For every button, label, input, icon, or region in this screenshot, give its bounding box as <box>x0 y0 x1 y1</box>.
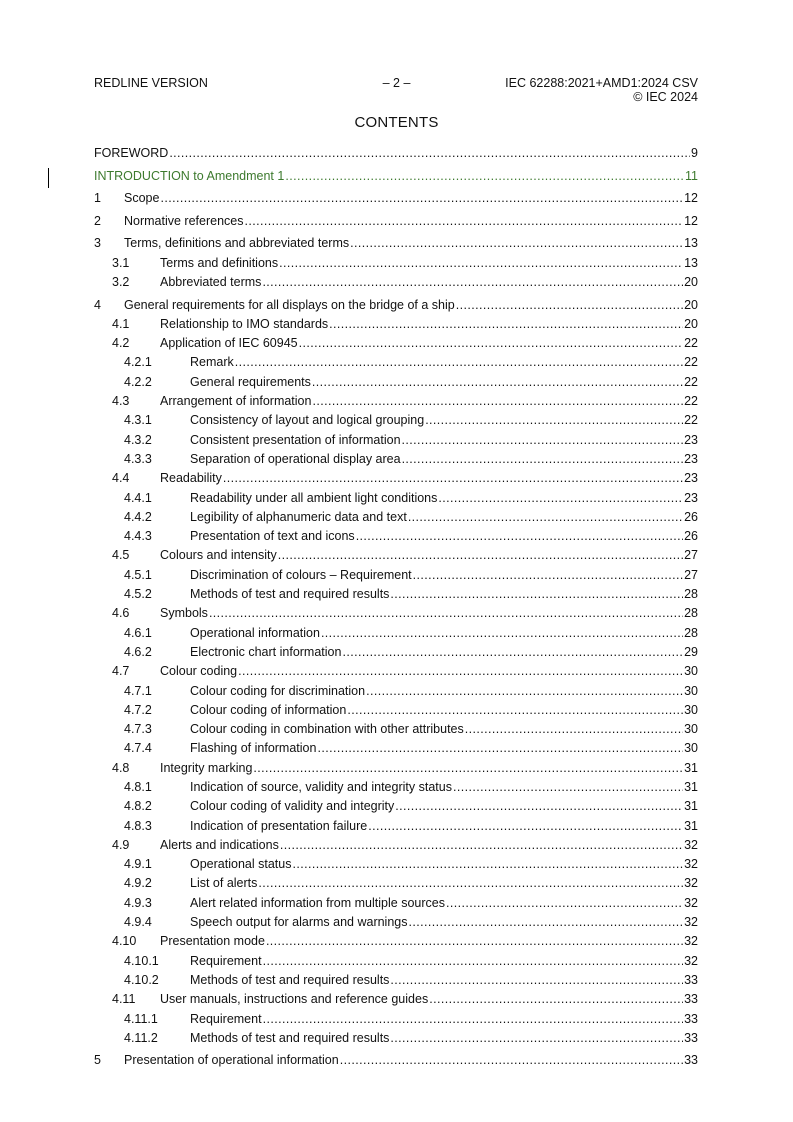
toc-entry-number: 4.6 <box>112 606 130 621</box>
toc-entry[interactable] <box>94 954 698 973</box>
toc-entry[interactable] <box>94 1031 698 1050</box>
toc-entry-line <box>190 684 698 699</box>
toc-entry-line <box>160 336 698 351</box>
toc-entry[interactable] <box>94 355 698 374</box>
toc-entry-title: Colours and intensity <box>160 548 277 563</box>
toc-dot-leader <box>262 275 683 290</box>
toc-entry-line <box>190 413 698 428</box>
toc-entry-page: 22 <box>684 374 698 389</box>
toc-entry-page: 32 <box>684 953 698 968</box>
toc-entry-page: 32 <box>684 837 698 852</box>
toc-entry[interactable] <box>94 915 698 934</box>
toc-entry-line <box>190 799 698 814</box>
toc-entry-number: 4.5 <box>112 548 130 563</box>
toc-dot-leader <box>317 741 683 756</box>
toc-entry-line <box>190 510 698 525</box>
toc-entry-title: Indication of source, validity and integrity status <box>190 779 452 794</box>
toc-entry-number: 4.8.1 <box>124 779 152 794</box>
toc-entry-page: 22 <box>684 394 698 409</box>
toc-entry-number: 4.4.3 <box>124 529 152 544</box>
toc-entry-number: 4.7.2 <box>124 702 152 717</box>
toc-entry-line <box>190 973 698 988</box>
toc-entry-page: 30 <box>684 664 698 679</box>
toc-entry[interactable] <box>94 857 698 876</box>
toc-entry-number: 4.6.1 <box>124 625 152 640</box>
toc-entry-number: 4.7 <box>112 664 130 679</box>
toc-entry-page: 30 <box>684 683 698 698</box>
toc-entry[interactable] <box>94 645 698 664</box>
page-title: CONTENTS <box>354 114 439 131</box>
toc-entry-line <box>190 491 698 506</box>
toc-entry[interactable] <box>94 471 698 490</box>
toc-dot-leader <box>425 413 683 428</box>
toc-entry-number: 4.3 <box>112 394 130 409</box>
toc-entry-line <box>94 146 698 161</box>
toc-entry-title: Requirement <box>190 953 262 968</box>
toc-entry-line <box>124 191 698 206</box>
toc-entry-page: 30 <box>684 722 698 737</box>
toc-entry-line <box>160 317 698 332</box>
toc-entry-title: Colour coding in combination with other attributes <box>190 722 464 737</box>
toc-entry[interactable] <box>94 992 698 1011</box>
toc-entry-title: Alerts and indications <box>160 837 279 852</box>
toc-entry-title: Relationship to IMO standards <box>160 316 329 331</box>
toc-entry-page: 31 <box>684 779 698 794</box>
toc-entry-line <box>190 780 698 795</box>
toc-entry-title: Methods of test and required results <box>190 587 390 602</box>
toc-entry[interactable] <box>94 606 698 625</box>
toc-entry-number: 4.4.1 <box>124 490 152 505</box>
toc-entry-page: 33 <box>684 972 698 987</box>
toc-entry-line <box>190 355 698 370</box>
toc-entry[interactable] <box>94 413 698 432</box>
toc-entry[interactable] <box>94 876 698 895</box>
toc-entry-title: Readability under all ambient light conditions <box>190 490 438 505</box>
toc-entry-title: List of alerts <box>190 876 258 891</box>
toc-dot-leader <box>238 664 683 679</box>
toc-dot-leader <box>356 529 683 544</box>
toc-dot-leader <box>390 973 683 988</box>
toc-entry-line <box>190 703 698 718</box>
toc-entry-line <box>190 626 698 641</box>
toc-entry-line <box>124 298 698 313</box>
toc-entry-page: 22 <box>684 413 698 428</box>
toc-dot-leader <box>402 433 684 448</box>
toc-dot-leader <box>169 146 690 161</box>
toc-entry-title: Presentation mode <box>160 934 265 949</box>
toc-dot-leader <box>390 1031 683 1046</box>
toc-entry-page: 28 <box>684 625 698 640</box>
toc-entry-line <box>190 645 698 660</box>
toc-entry[interactable] <box>94 722 698 741</box>
toc-dot-leader <box>402 452 684 467</box>
toc-entry-page: 31 <box>684 760 698 775</box>
toc-entry-page: 28 <box>684 587 698 602</box>
toc-dot-leader <box>266 934 683 949</box>
toc-entry-number: 4.1 <box>112 316 130 331</box>
toc-entry-title: General requirements for all displays on the bridge of a ship <box>124 297 455 312</box>
toc-dot-leader <box>465 722 683 737</box>
toc-dot-leader <box>245 214 684 229</box>
toc-entry-line <box>124 1053 698 1068</box>
toc-entry-line <box>124 236 698 251</box>
toc-entry[interactable] <box>94 761 698 780</box>
toc-entry-title: Speech output for alarms and warnings <box>190 915 408 930</box>
toc-entry-number: 4.9 <box>112 837 130 852</box>
toc-dot-leader <box>390 587 683 602</box>
toc-entry[interactable] <box>94 548 698 567</box>
revision-change-bar <box>48 168 49 188</box>
toc-entry-number: 3 <box>94 236 101 251</box>
toc-dot-leader <box>368 819 683 834</box>
toc-entry-line <box>160 992 698 1007</box>
toc-dot-leader <box>438 491 683 506</box>
table-of-contents <box>94 146 698 1073</box>
toc-entry-number: 4.4 <box>112 471 130 486</box>
toc-dot-leader <box>160 191 683 206</box>
toc-dot-leader <box>263 954 684 969</box>
toc-entry[interactable] <box>94 394 698 413</box>
toc-dot-leader <box>235 355 683 370</box>
toc-entry-title: Operational information <box>190 625 320 640</box>
toc-entry-page: 23 <box>684 432 698 447</box>
toc-entry-page: 12 <box>684 213 698 228</box>
toc-entry[interactable] <box>94 973 698 992</box>
toc-entry-page: 27 <box>684 548 698 563</box>
toc-entry-number: 4.9.1 <box>124 857 152 872</box>
toc-entry-page: 13 <box>684 255 698 270</box>
toc-entry-title: Colour coding of validity and integrity <box>190 799 395 814</box>
toc-entry[interactable] <box>94 146 698 165</box>
toc-entry-title: Symbols <box>160 606 208 621</box>
toc-entry-page: 9 <box>691 146 698 160</box>
toc-entry-line <box>190 452 698 467</box>
toc-entry-title: Legibility of alphanumeric data and text <box>190 509 407 524</box>
toc-entry[interactable] <box>94 510 698 529</box>
toc-entry-title: Requirement <box>190 1011 262 1026</box>
toc-entry-page: 22 <box>684 336 698 351</box>
toc-entry-line <box>190 375 698 390</box>
toc-entry[interactable] <box>94 703 698 722</box>
toc-entry-page: 30 <box>684 702 698 717</box>
toc-dot-leader <box>292 857 683 872</box>
toc-entry[interactable] <box>94 191 698 210</box>
toc-entry-line <box>190 1012 698 1027</box>
toc-dot-leader <box>456 298 683 313</box>
toc-entry-number: 4.7.4 <box>124 741 152 756</box>
toc-entry-page: 26 <box>684 509 698 524</box>
header-copyright: © IEC 2024 <box>633 90 698 104</box>
toc-entry-page: 33 <box>684 1030 698 1045</box>
toc-entry-page: 27 <box>684 567 698 582</box>
toc-dot-leader <box>446 896 683 911</box>
toc-entry-title: Integrity marking <box>160 760 253 775</box>
toc-entry-title: Arrangement of information <box>160 394 312 409</box>
toc-entry-number: 4.8.2 <box>124 799 152 814</box>
header-page-number: – 2 – <box>382 76 411 90</box>
toc-entry[interactable] <box>94 1012 698 1031</box>
toc-dot-leader <box>312 375 683 390</box>
toc-entry-line <box>124 214 698 229</box>
toc-entry[interactable] <box>94 626 698 645</box>
toc-entry-number: 5 <box>94 1053 101 1068</box>
toc-entry-line <box>160 606 698 621</box>
toc-entry[interactable] <box>94 799 698 818</box>
toc-entry-line <box>160 664 698 679</box>
toc-entry-number: 4.3.3 <box>124 451 152 466</box>
toc-entry-number: 2 <box>94 213 101 228</box>
toc-entry-title: Application of IEC 60945 <box>160 336 298 351</box>
toc-dot-leader <box>342 645 683 660</box>
toc-entry-page: 11 <box>685 168 698 183</box>
toc-entry-title: General requirements <box>190 374 311 389</box>
toc-entry-line <box>190 915 698 930</box>
toc-entry-line <box>190 876 698 891</box>
toc-dot-leader <box>366 684 683 699</box>
toc-entry[interactable] <box>94 169 698 188</box>
toc-entry-title: Terms, definitions and abbreviated terms <box>124 236 350 251</box>
toc-entry-page: 31 <box>684 799 698 814</box>
toc-entry[interactable] <box>94 275 698 294</box>
toc-entry-line <box>160 548 698 563</box>
toc-entry[interactable] <box>94 529 698 548</box>
toc-entry-page: 32 <box>684 934 698 949</box>
toc-dot-leader <box>299 336 684 351</box>
toc-entry-number: 1 <box>94 191 101 206</box>
toc-dot-leader <box>279 256 683 271</box>
toc-entry-title: Normative references <box>124 213 244 228</box>
toc-entry-title: User manuals, instructions and reference guides <box>160 992 429 1007</box>
toc-entry-number: 4.10 <box>112 934 137 949</box>
toc-entry-number: 4.8 <box>112 760 130 775</box>
toc-entry[interactable] <box>94 317 698 336</box>
toc-entry-line <box>160 761 698 776</box>
toc-entry-line <box>190 433 698 448</box>
toc-entry-title: Consistency of layout and logical grouping <box>190 413 425 428</box>
toc-entry-page: 29 <box>684 644 698 659</box>
toc-entry-title: Methods of test and required results <box>190 1030 390 1045</box>
toc-entry-line <box>190 954 698 969</box>
toc-entry-line <box>190 722 698 737</box>
toc-entry-title: Abbreviated terms <box>160 274 262 289</box>
toc-entry[interactable] <box>94 934 698 953</box>
toc-entry[interactable] <box>94 236 698 255</box>
toc-entry-page: 30 <box>684 741 698 756</box>
header-standard-id <box>505 76 698 104</box>
toc-entry-page: 32 <box>684 915 698 930</box>
toc-entry-number: 4 <box>94 297 101 312</box>
toc-entry-number: 4.8.3 <box>124 818 152 833</box>
toc-entry-title: Colour coding of information <box>190 702 347 717</box>
toc-entry-title: Discrimination of colours – Requirement <box>190 567 412 582</box>
toc-entry-line <box>160 471 698 486</box>
toc-entry-title: Alert related information from multiple sources <box>190 895 445 910</box>
toc-dot-leader <box>350 236 683 251</box>
toc-dot-leader <box>209 606 683 621</box>
toc-entry-number: 4.4.2 <box>124 509 152 524</box>
toc-entry[interactable] <box>94 452 698 471</box>
toc-dot-leader <box>253 761 683 776</box>
toc-entry-title: Methods of test and required results <box>190 972 390 987</box>
toc-entry-title: Flashing of information <box>190 741 317 756</box>
toc-entry-line <box>160 394 698 409</box>
toc-entry[interactable] <box>94 491 698 510</box>
toc-entry[interactable] <box>94 256 698 275</box>
toc-dot-leader <box>280 838 683 853</box>
toc-entry-number: 4.11 <box>112 992 136 1007</box>
toc-entry-number: 3.2 <box>112 274 130 289</box>
toc-entry-number: 4.11.1 <box>124 1011 158 1026</box>
toc-dot-leader <box>340 1053 683 1068</box>
toc-dot-leader <box>263 1012 684 1027</box>
toc-entry-page: 32 <box>684 895 698 910</box>
toc-entry-page: 23 <box>684 490 698 505</box>
toc-entry[interactable] <box>94 433 698 452</box>
toc-entry[interactable] <box>94 568 698 587</box>
toc-entry-number: 4.11.2 <box>124 1030 158 1045</box>
toc-dot-leader <box>312 394 683 409</box>
toc-entry-page: 23 <box>684 471 698 486</box>
toc-entry-page: 33 <box>684 1011 698 1026</box>
toc-entry-page: 12 <box>684 191 698 206</box>
toc-entry-line <box>190 819 698 834</box>
toc-entry-page: 28 <box>684 606 698 621</box>
toc-entry-title: Consistent presentation of information <box>190 432 401 447</box>
toc-entry-title: Remark <box>190 355 234 370</box>
toc-entry-number: 4.6.2 <box>124 644 152 659</box>
toc-entry-line <box>94 169 698 184</box>
toc-entry-title: Presentation of operational information <box>124 1053 339 1068</box>
header-document-status: REDLINE VERSION <box>94 76 208 90</box>
toc-entry[interactable] <box>94 214 698 233</box>
toc-dot-leader <box>408 510 683 525</box>
toc-entry-number: 4.3.1 <box>124 413 152 428</box>
toc-entry[interactable] <box>94 587 698 606</box>
toc-dot-leader <box>395 799 683 814</box>
toc-entry-number: 4.9.3 <box>124 895 152 910</box>
toc-entry[interactable] <box>94 741 698 760</box>
toc-entry-page: 31 <box>684 818 698 833</box>
toc-entry-page: 26 <box>684 529 698 544</box>
toc-entry-page: 23 <box>684 451 698 466</box>
toc-entry[interactable] <box>94 819 698 838</box>
toc-entry-line <box>190 896 698 911</box>
toc-entry-number: 4.7.1 <box>124 683 152 698</box>
toc-entry-title: Scope <box>124 191 160 206</box>
toc-dot-leader <box>409 915 684 930</box>
toc-entry-line <box>160 934 698 949</box>
toc-entry-title: Terms and definitions <box>160 255 279 270</box>
toc-entry[interactable] <box>94 896 698 915</box>
toc-entry-page: 13 <box>684 236 698 251</box>
toc-entry-title: INTRODUCTION to Amendment 1 <box>94 168 285 183</box>
toc-entry-title: Colour coding <box>160 664 238 679</box>
toc-entry-title: Presentation of text and icons <box>190 529 355 544</box>
toc-entry-page: 33 <box>684 1053 698 1068</box>
toc-dot-leader <box>347 703 683 718</box>
toc-entry[interactable] <box>94 838 698 857</box>
toc-entry-line <box>160 838 698 853</box>
toc-dot-leader <box>329 317 683 332</box>
toc-entry-page: 33 <box>684 992 698 1007</box>
toc-dot-leader <box>413 568 683 583</box>
toc-entry-page: 32 <box>684 876 698 891</box>
toc-entry-number: 4.5.1 <box>124 567 152 582</box>
toc-entry-line <box>190 568 698 583</box>
toc-dot-leader <box>258 876 683 891</box>
toc-entry-title: Indication of presentation failure <box>190 818 368 833</box>
toc-entry-title: Electronic chart information <box>190 644 342 659</box>
toc-entry[interactable] <box>94 1053 698 1072</box>
toc-dot-leader <box>429 992 683 1007</box>
toc-entry-page: 20 <box>684 274 698 289</box>
toc-dot-leader <box>453 780 683 795</box>
toc-entry-number: 4.2.2 <box>124 374 152 389</box>
header-standard-number: IEC 62288:2021+AMD1:2024 CSV <box>505 76 698 90</box>
toc-entry[interactable] <box>94 375 698 394</box>
toc-entry-line <box>160 275 698 290</box>
toc-entry-number: 4.2.1 <box>124 355 152 370</box>
toc-dot-leader <box>278 548 683 563</box>
toc-entry[interactable] <box>94 664 698 683</box>
toc-entry-page: 20 <box>684 297 698 312</box>
toc-entry-number: 4.5.2 <box>124 587 152 602</box>
toc-entry-title: Colour coding for discrimination <box>190 683 366 698</box>
toc-entry-page: 20 <box>684 316 698 331</box>
toc-entry-title: Separation of operational display area <box>190 451 401 466</box>
toc-dot-leader <box>223 471 683 486</box>
toc-entry-line <box>190 1031 698 1046</box>
toc-entry-line <box>190 529 698 544</box>
toc-entry-line <box>190 857 698 872</box>
toc-dot-leader <box>321 626 683 641</box>
toc-entry-number: 4.10.1 <box>124 953 159 968</box>
toc-entry[interactable] <box>94 780 698 799</box>
toc-entry[interactable] <box>94 298 698 317</box>
toc-entry-number: 4.9.4 <box>124 915 152 930</box>
toc-entry-number: 4.10.2 <box>124 972 159 987</box>
toc-entry-number: 4.7.3 <box>124 722 152 737</box>
toc-entry-title: Operational status <box>190 857 292 872</box>
toc-entry[interactable] <box>94 684 698 703</box>
toc-entry-page: 32 <box>684 857 698 872</box>
toc-entry-number: 4.9.2 <box>124 876 152 891</box>
toc-entry-number: 4.3.2 <box>124 432 152 447</box>
toc-entry-title: Readability <box>160 471 222 486</box>
toc-entry-title: FOREWORD <box>94 146 169 160</box>
toc-entry[interactable] <box>94 336 698 355</box>
toc-entry-line <box>190 587 698 602</box>
toc-entry-page: 22 <box>684 355 698 370</box>
toc-entry-line <box>160 256 698 271</box>
toc-dot-leader <box>285 169 684 184</box>
toc-entry-line <box>190 741 698 756</box>
toc-entry-number: 3.1 <box>112 255 130 270</box>
toc-entry-number: 4.2 <box>112 336 130 351</box>
